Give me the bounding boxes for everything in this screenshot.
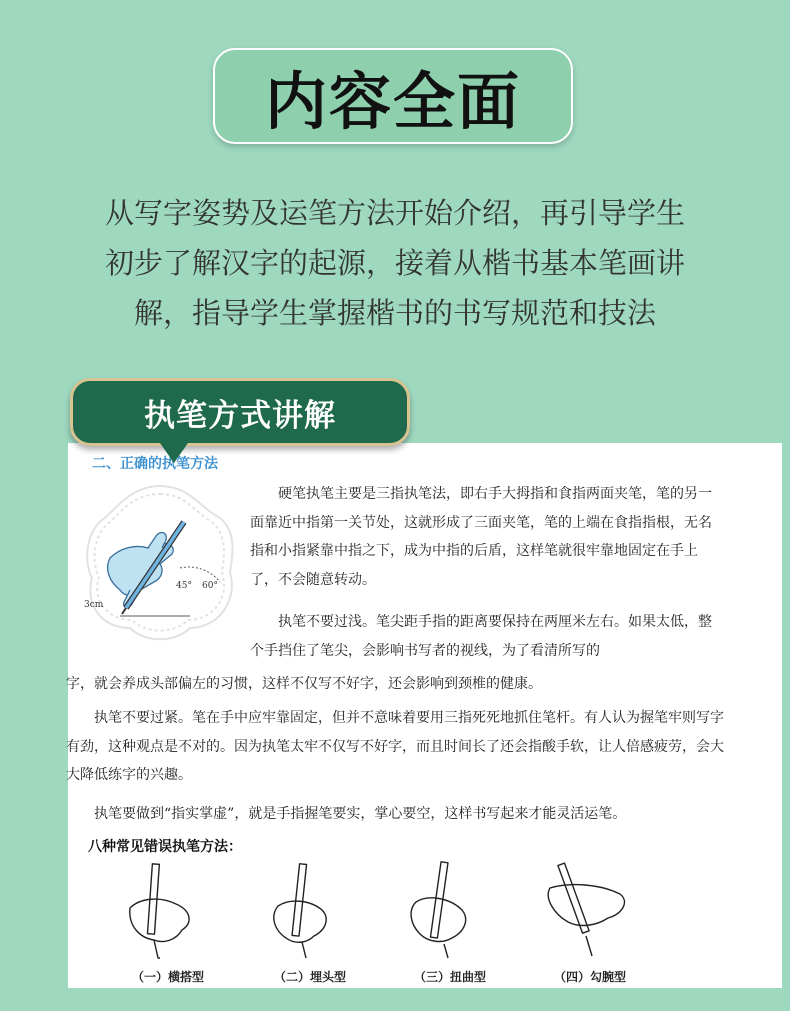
paragraph-firm-fingers-hollow-palm	[66, 800, 726, 829]
paragraph-text: 硬笔执笔主要是三指执笔法，即右手大拇指和食指两面夹笔，笔的另一面靠近中指第一关节处，这就形成了三面夹笔，笔的上端在食指指根，无名指和小指紧靠中指之下，成为中指的后盾，这样笔就很牢靠地固定在手上了，不会随意转动。	[250, 486, 712, 588]
wrong-grip-hand-4	[548, 863, 624, 956]
banner-label: 执笔方式讲解	[144, 397, 336, 434]
caption-grip-3: （三）扭曲型	[413, 970, 486, 984]
title-box	[213, 48, 573, 144]
section-heading: 二、正确的执笔方法	[92, 456, 218, 472]
wrong-grip-hand-1	[130, 864, 189, 958]
caption-grip-4: （四）勾腕型	[553, 970, 626, 984]
intro-line-3: 解，指导学生掌握楷书的书写规范和技法	[133, 296, 656, 330]
wrong-grip-hand-3	[411, 862, 466, 958]
paragraph-text: 执笔不要过紧。笔在手中应牢靠固定，但并不意味着要用三指死死地抓住笔杆。有人认为握笔牢则写字有劲，这种观点是不对的。因为执笔太牢不仅写不好字，而且时间长了还会指酸手软，让人倍感疲劳，会大大降低练字的兴趣。	[66, 710, 724, 783]
paragraph-not-too-shallow	[250, 608, 720, 665]
paragraph-not-too-tight	[66, 704, 726, 790]
intro-line-1: 从写字姿势及运笔方法开始介绍，再引导学生	[104, 196, 685, 230]
intro-line-2: 初步了解汉字的起源，接着从楷书基本笔画讲	[104, 246, 685, 280]
angle-label-60: 60°	[202, 581, 218, 591]
paragraph-not-too-shallow-cont	[66, 670, 726, 699]
paragraph-text: 执笔不要过浅。笔尖距手指的距离要保持在两厘米左右。如果太低，整个手挡住了笔尖，会影响书写者的视线，为了看清所写的	[250, 614, 712, 659]
wrong-grip-illustrations	[110, 858, 670, 978]
angle-label-45: 45°	[176, 581, 192, 591]
caption-grip-2: （二）埋头型	[273, 970, 346, 984]
caption-grip-1: （一）横搭型	[131, 970, 204, 984]
hand-holding-pen-illustration	[80, 478, 240, 646]
section-banner	[70, 378, 410, 446]
page-title: 内容全面	[264, 64, 521, 138]
paragraph-text: 字，就会养成头部偏左的习惯，这样不仅写不好字，还会影响到颈椎的健康。	[66, 676, 542, 692]
paragraph-three-finger-grip	[250, 480, 720, 594]
banner-pointer	[160, 443, 188, 463]
paragraph-text: 执笔要做到“指实掌虚”，就是手指握笔要实，掌心要空，这样书写起来才能灵活运笔。	[94, 806, 627, 822]
wrong-grips-heading: 八种常见错误执笔方法：	[88, 839, 242, 855]
distance-label: 3cm	[84, 600, 104, 610]
intro-text	[60, 188, 730, 338]
wrong-grip-hand-2	[274, 864, 326, 958]
